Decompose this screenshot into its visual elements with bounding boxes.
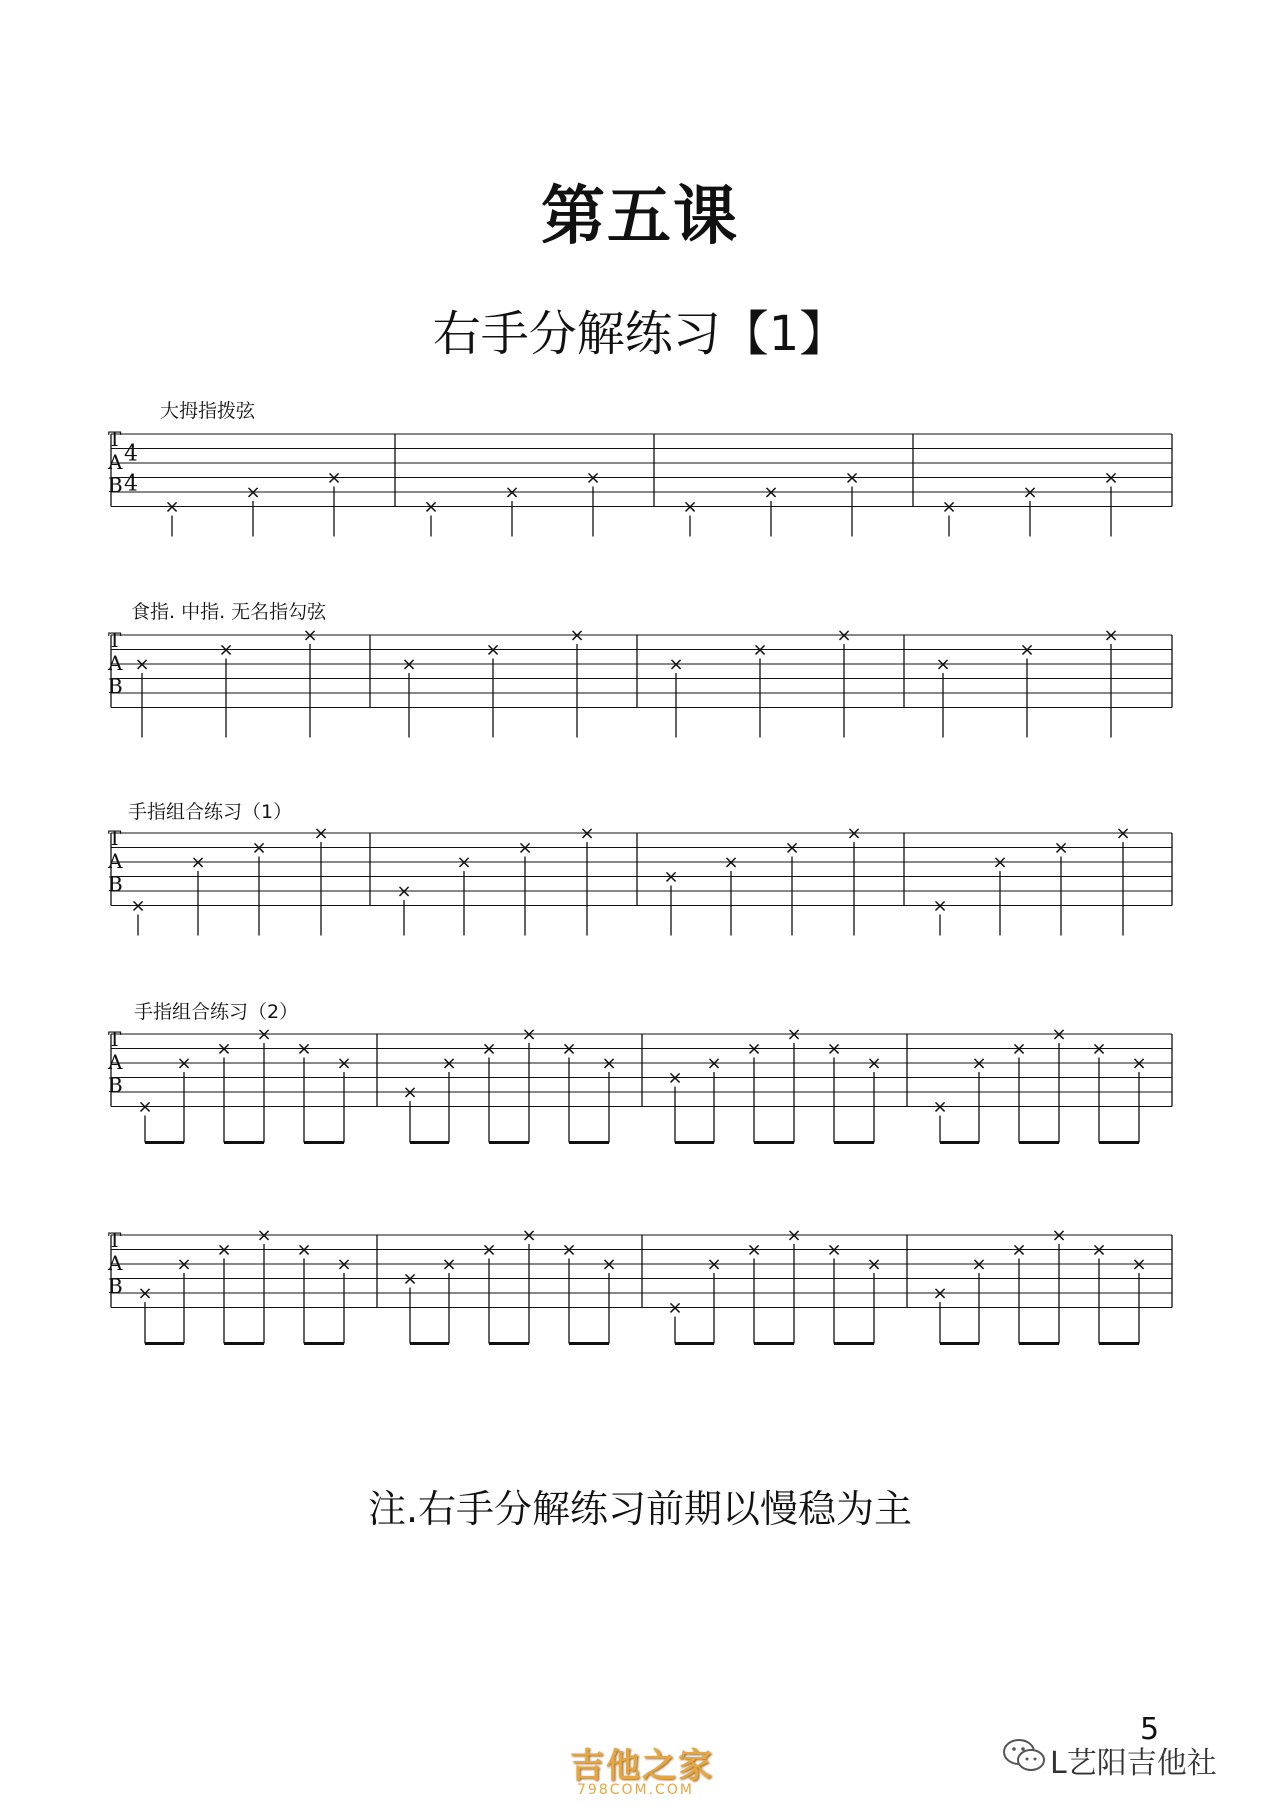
note-x-mark: × [521,1225,537,1246]
note-x-mark: × [866,1254,882,1275]
note-x-mark: × [763,482,779,503]
note-x-mark: × [844,467,860,489]
note-x-mark: × [296,1239,312,1261]
tab-clef-letter: A [108,1251,123,1275]
note-x-mark: × [667,1067,683,1089]
note-x-mark: × [706,1254,722,1275]
note-x-mark: × [846,823,862,844]
note-x-mark: × [130,895,146,917]
tab-clef-letter: T [108,1228,122,1252]
tab-clef-letter: A [108,849,123,873]
note-x-mark: × [992,852,1008,873]
note-x-mark: × [441,1053,457,1074]
note-x-mark: × [485,639,501,661]
tab-clef-letter: T [108,826,122,850]
note-x-mark: × [932,895,948,917]
note-x-mark: × [561,1038,577,1060]
note-x-mark: × [932,1096,948,1118]
note-x-mark: × [1115,823,1131,844]
watermark-logo: 吉他之家 [570,1746,714,1786]
page-subtitle: 右手分解练习【1】 [432,306,848,362]
tab-clef-letter: B [108,872,123,896]
section-label-thumb: 大拇指拨弦 [160,400,256,422]
note-x-mark: × [561,1239,577,1261]
note-x-mark: × [456,852,472,873]
time-signature-digit: 4 [124,441,138,467]
note-x-mark: × [682,496,698,518]
note-x-mark: × [1051,1225,1067,1246]
section-label-combo-2: 手指组合练习（2） [134,1001,299,1023]
note-x-mark: × [1051,1024,1067,1045]
note-x-mark: × [935,654,951,675]
note-x-mark: × [971,1053,987,1074]
note-x-mark: × [401,654,417,675]
watermark-url: 798COM.COM [577,1782,694,1798]
note-x-mark: × [251,837,267,859]
tab-clef-letter: A [108,1050,123,1074]
note-x-mark: × [1103,467,1119,489]
note-x-mark: × [1131,1053,1147,1074]
note-x-mark: × [1053,837,1069,859]
time-signature-digit: 4 [124,471,138,497]
page-number: 5 [1140,1712,1160,1747]
note-x-mark: × [245,482,261,503]
note-x-mark: × [218,639,234,661]
note-x-mark: × [256,1225,272,1246]
note-x-mark: × [1011,1239,1027,1261]
note-x-mark: × [216,1239,232,1261]
note-x-mark: × [481,1038,497,1060]
note-x-mark: × [1011,1038,1027,1060]
note-x-mark: × [521,1024,537,1045]
note-x-mark: × [1019,639,1035,661]
note-x-mark: × [423,496,439,518]
practice-note: 注.右手分解练习前期以慢稳为主 [367,1487,913,1531]
tab-staff-combo-2 [0,1024,1280,1165]
note-x-mark: × [932,1283,948,1304]
note-x-mark: × [786,1225,802,1246]
note-x-mark: × [517,837,533,859]
note-x-mark: × [190,852,206,873]
note-x-mark: × [137,1096,153,1118]
tab-clef-letter: B [108,674,123,698]
note-x-mark: × [1091,1038,1107,1060]
note-x-mark: × [1091,1239,1107,1261]
page-title: 第五课 [541,180,739,254]
note-x-mark: × [941,496,957,518]
wechat-icon [1000,1736,1050,1776]
note-x-mark: × [402,1268,418,1290]
note-x-mark: × [667,1297,683,1319]
tab-staff-thumb [0,427,1280,565]
section-label-fingers: 食指. 中指. 无名指勾弦 [131,601,327,623]
note-x-mark: × [326,467,342,489]
note-x-mark: × [706,1053,722,1074]
tab-clef-letter: B [108,1073,123,1097]
note-x-mark: × [256,1024,272,1045]
wechat-account-name: L艺阳吉他社 [1050,1746,1217,1781]
note-x-mark: × [668,654,684,675]
tab-staff-fingers [0,625,1280,766]
tab-staff-combo-2-continued [0,1225,1280,1366]
note-x-mark: × [164,496,180,518]
tab-clef-letter: T [108,628,122,652]
note-x-mark: × [396,881,412,902]
note-x-mark: × [1103,625,1119,646]
note-x-mark: × [441,1254,457,1275]
note-x-mark: × [137,1283,153,1304]
note-x-mark: × [971,1254,987,1275]
note-x-mark: × [601,1053,617,1074]
note-x-mark: × [402,1082,418,1103]
note-x-mark: × [723,852,739,873]
note-x-mark: × [336,1254,352,1275]
note-x-mark: × [302,625,318,646]
note-x-mark: × [481,1239,497,1261]
note-x-mark: × [866,1053,882,1074]
section-label-combo-1: 手指组合练习（1） [128,801,293,823]
tab-clef-letter: T [108,427,122,451]
note-x-mark: × [836,625,852,646]
note-x-mark: × [752,639,768,661]
note-x-mark: × [663,866,679,888]
note-x-mark: × [1131,1254,1147,1275]
note-x-mark: × [826,1239,842,1261]
tab-staff-combo-1 [0,823,1280,964]
note-x-mark: × [176,1053,192,1074]
tab-clef-letter: A [108,450,123,474]
note-x-mark: × [1022,482,1038,503]
note-x-mark: × [216,1038,232,1060]
note-x-mark: × [134,654,150,675]
note-x-mark: × [826,1038,842,1060]
tab-clef-letter: B [108,473,123,497]
tab-clef-letter: T [108,1027,122,1051]
note-x-mark: × [296,1038,312,1060]
tab-clef-letter: B [108,1274,123,1298]
note-x-mark: × [579,823,595,844]
note-x-mark: × [585,467,601,489]
note-x-mark: × [746,1038,762,1060]
note-x-mark: × [746,1239,762,1261]
note-x-mark: × [313,823,329,844]
note-x-mark: × [336,1053,352,1074]
note-x-mark: × [569,625,585,646]
note-x-mark: × [504,482,520,503]
note-x-mark: × [176,1254,192,1275]
note-x-mark: × [786,1024,802,1045]
tab-clef-letter: A [108,651,123,675]
note-x-mark: × [784,837,800,859]
note-x-mark: × [601,1254,617,1275]
